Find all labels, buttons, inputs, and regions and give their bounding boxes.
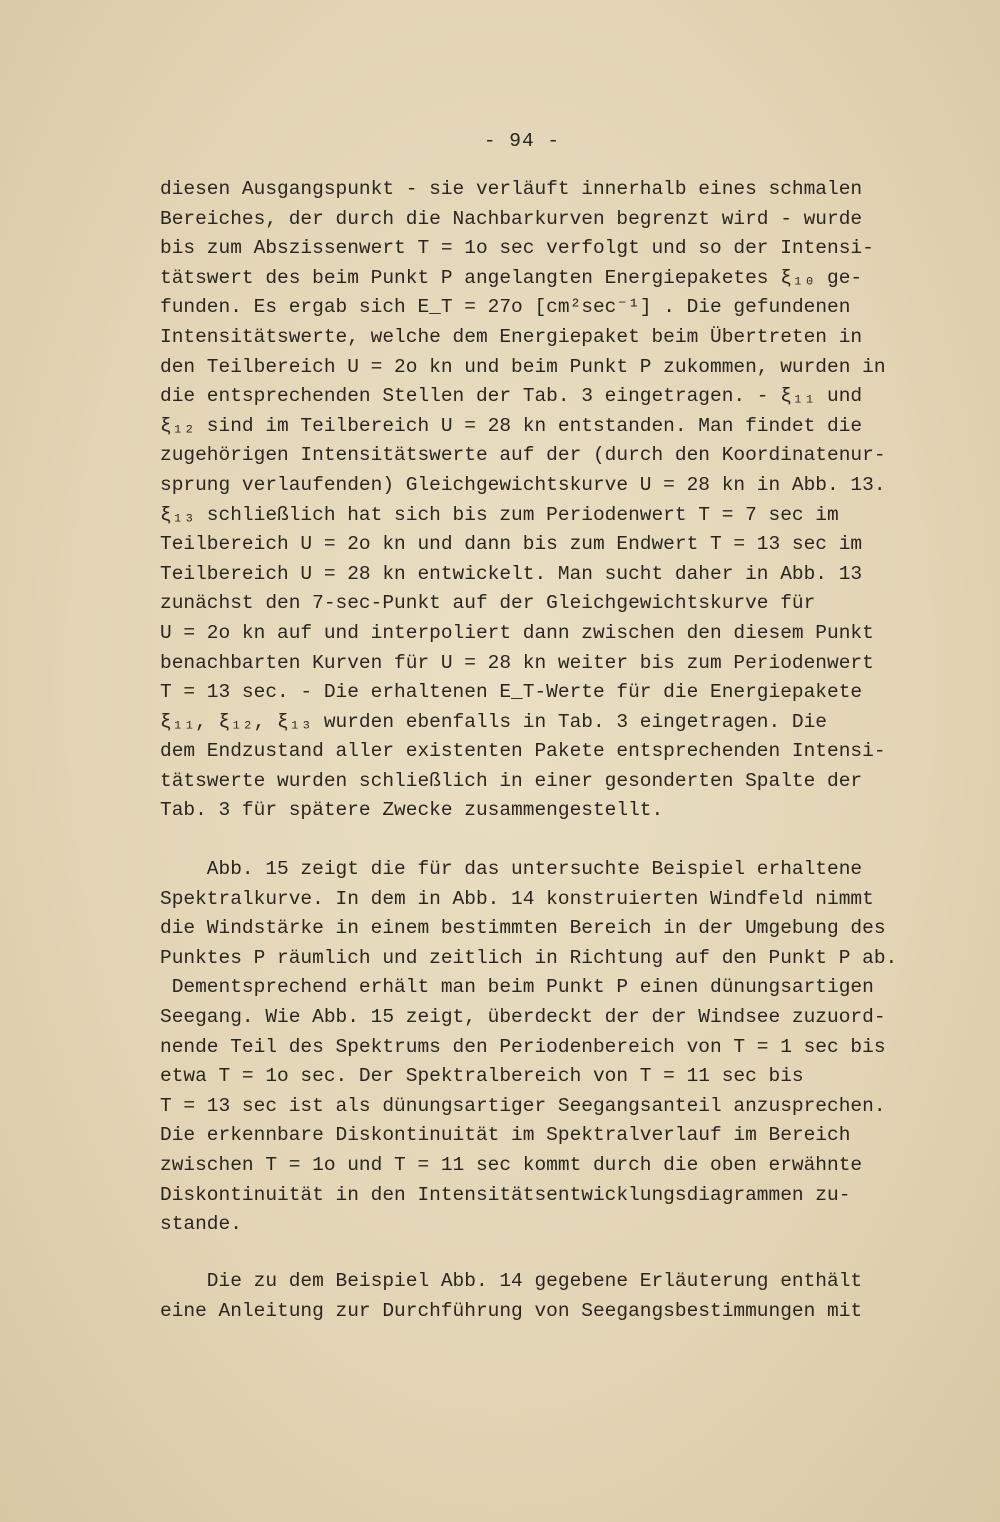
text-line: den Teilbereich U = 2o kn und beim Punkt P zukommen, wurden in <box>160 355 886 378</box>
text-line: Punktes P räumlich und zeitlich in Richtung auf den Punkt P ab. <box>160 946 898 969</box>
text-line: Seegang. Wie Abb. 15 zeigt, überdeckt der der Windsee zuzuord- <box>160 1005 886 1028</box>
text-line: die Windstärke in einem bestimmten Bereich in der Umgebung des <box>160 917 886 940</box>
text-line: Teilbereich U = 2o kn und dann bis zum Endwert T = 13 sec im <box>160 533 863 556</box>
text-line: Dementsprechend erhält man beim Punkt P einen dünungsartigen <box>160 976 874 999</box>
text-line: Bereiches, der durch die Nachbarkurven begrenzt wird - wurde <box>160 207 863 230</box>
text-line: stande. <box>160 1213 242 1236</box>
text-line: Die erkennbare Diskontinuität im Spektralverlauf im Bereich <box>160 1124 851 1147</box>
text-line: Tab. 3 für spätere Zwecke zusammengestellt. <box>160 799 664 822</box>
text-line: T = 13 sec ist als dünungsartiger Seegangsanteil anzusprechen. <box>160 1094 886 1117</box>
paragraph-1 <box>160 175 920 826</box>
text-line: Abb. 15 zeigt die für das untersuchte Beispiel erhaltene <box>160 858 863 880</box>
text-line: tätswerte wurden schließlich in einer gesonderten Spalte der <box>160 769 863 792</box>
text-line: ξ₁₁, ξ₁₂, ξ₁₃ wurden ebenfalls in Tab. 3 eingetragen. Die <box>160 710 828 733</box>
text-line: ξ₁₂ sind im Teilbereich U = 28 kn entstanden. Man findet die <box>160 414 863 437</box>
text-line: Intensitätswerte, welche dem Energiepaket beim Übertreten in <box>160 325 863 348</box>
text-line: benachbarten Kurven für U = 28 kn weiter bis zum Periodenwert <box>160 651 874 674</box>
paragraph-3 <box>160 1267 920 1326</box>
text-line: T = 13 sec. - Die erhaltenen E_T-Werte für die Energiepakete <box>160 681 863 704</box>
text-line: dem Endzustand aller existenten Pakete entsprechenden Intensi- <box>160 740 886 763</box>
text-line: Die zu dem Beispiel Abb. 14 gegebene Erläuterung enthält <box>160 1270 863 1292</box>
text-line: Teilbereich U = 28 kn entwickelt. Man sucht daher in Abb. 13 <box>160 562 863 585</box>
text-line: tätswert des beim Punkt P angelangten Energiepaketes ξ₁₀ ge- <box>160 266 863 289</box>
text-line: eine Anleitung zur Durchführung von Seegangsbestimmungen mit <box>160 1299 863 1322</box>
text-line: U = 2o kn auf und interpoliert dann zwischen den diesem Punkt <box>160 621 874 644</box>
text-line: die entsprechenden Stellen der Tab. 3 eingetragen. - ξ₁₁ und <box>160 385 863 408</box>
text-line: bis zum Abszissenwert T = 1o sec verfolgt und so der Intensi- <box>160 237 874 260</box>
text-line: zugehörigen Intensitätswerte auf der (durch den Koordinatenur- <box>160 444 886 467</box>
text-line: sprung verlaufenden) Gleichgewichtskurve U = 28 kn in Abb. 13. <box>160 473 886 496</box>
text-line: nende Teil des Spektrums den Periodenbereich von T = 1 sec bis <box>160 1035 886 1058</box>
text-line: etwa T = 1o sec. Der Spektralbereich von T = 11 sec bis <box>160 1065 804 1088</box>
text-line: Spektralkurve. In dem in Abb. 14 konstruierten Windfeld nimmt <box>160 887 874 910</box>
text-line: funden. Es ergab sich E_T = 27o [cm²sec⁻¹] . Die gefundenen <box>160 296 851 319</box>
text-line: Diskontinuität in den Intensitätsentwicklungsdiagrammen zu- <box>160 1183 851 1206</box>
text-line: zunächst den 7-sec-Punkt auf der Gleichgewichtskurve für <box>160 592 816 615</box>
text-line: ξ₁₃ schließlich hat sich bis zum Periodenwert T = 7 sec im <box>160 503 839 526</box>
page-number: - 94 - <box>483 130 561 152</box>
paragraph-2 <box>160 855 920 1240</box>
text-line: zwischen T = 1o und T = 11 sec kommt durch die oben erwähnte <box>160 1153 863 1176</box>
text-line: diesen Ausgangspunkt - sie verläuft innerhalb eines schmalen <box>160 178 863 200</box>
